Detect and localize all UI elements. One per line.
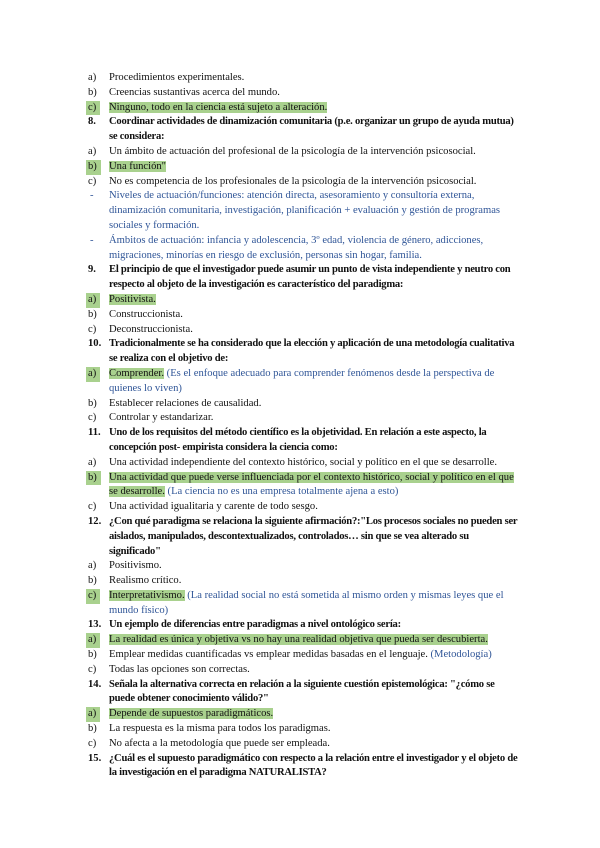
- answer-option: [88, 456, 518, 471]
- option-marker: b): [86, 471, 101, 486]
- option-marker: b): [88, 649, 97, 661]
- option-text: Interpretativismo.: [109, 589, 185, 601]
- question-text: El principio de que el investigador puede asumir un punto de vista independiente y neutro con respecto al objeto de la investigación es característico del paradigma:: [109, 264, 511, 291]
- option-text: Una función": [109, 160, 166, 172]
- option-marker: c): [88, 323, 97, 335]
- answer-option-highlighted: [88, 707, 518, 722]
- question-number: 10.: [88, 338, 102, 350]
- option-marker: a): [88, 560, 97, 572]
- answer-option-highlighted: [88, 633, 518, 648]
- option-text: No afecta a la metodología que puede ser empleada.: [109, 737, 330, 749]
- question-text: Un ejemplo de diferencias entre paradigmas a nivel ontológico sería:: [109, 619, 401, 631]
- note-bullet: [88, 234, 518, 264]
- option-marker: b): [88, 86, 97, 98]
- answer-option: [88, 500, 518, 515]
- answer-option: [88, 323, 518, 338]
- answer-option: [88, 308, 518, 323]
- answer-option: [88, 737, 518, 752]
- note-text: Niveles de actuación/funciones: atención directa, asesoramiento y consultoría externa, dinamización comunitaria, investigación, planificación + evaluación y gestión de programas sociales y formación.: [109, 190, 501, 231]
- answer-explanation: (Metodología): [427, 649, 492, 661]
- option-text: Emplear medidas cuantificadas vs emplear medidas basadas en el lenguaje.: [109, 649, 428, 661]
- question-text: ¿Con qué paradigma se relaciona la siguiente afirmación?:"Los procesos sociales no pueden ser aislados, manipulados, descontextualizados, controlados… sin que se vea alterado su significado": [109, 515, 518, 557]
- option-text: Construccionista.: [109, 308, 183, 320]
- question-number: 12.: [88, 515, 102, 527]
- option-text: Una actividad igualitaria y carente de todo sesgo.: [109, 501, 318, 513]
- option-text: No es competencia de los profesionales de la psicología de la intervención psicosocial.: [109, 175, 477, 187]
- question-number: 8.: [88, 116, 96, 128]
- option-marker: a): [86, 293, 100, 308]
- question-text: Tradicionalmente se ha considerado que la elección y aplicación de una metodología cualitativa se realiza con el objetivo de:: [109, 338, 515, 365]
- option-marker: b): [88, 575, 97, 587]
- answer-option: [88, 145, 518, 160]
- option-text: Comprender.: [109, 367, 165, 379]
- question-number: 15.: [88, 752, 102, 764]
- note-text: Ámbitos de actuación: infancia y adolescencia, 3º edad, violencia de género, adicciones, migraciones, minorías en riesgo de exclusión, personas sin hogar, familia.: [109, 234, 484, 261]
- answer-option: [88, 648, 518, 663]
- option-marker: a): [86, 707, 100, 722]
- answer-explanation: (Es el enfoque adecuado para comprender fenómenos desde la perspectiva de quienes lo viven): [109, 367, 495, 394]
- option-text: Controlar y estandarizar.: [109, 412, 214, 424]
- bullet-dash: -: [90, 190, 94, 202]
- option-text: Depende de supuestos paradigmáticos.: [109, 708, 274, 720]
- question-stem: [88, 263, 518, 293]
- option-marker: a): [88, 456, 97, 468]
- option-marker: c): [88, 175, 97, 187]
- answer-option: [88, 574, 518, 589]
- option-text: Positivista.: [109, 293, 156, 305]
- question-number: 11.: [88, 427, 101, 439]
- option-marker: b): [86, 160, 101, 175]
- question-text: ¿Cuál es el supuesto paradigmático con respecto a la relación entre el investigador y el objeto de la investigación en el paradigma NATURALISTA?: [109, 752, 518, 779]
- answer-option: [88, 559, 518, 574]
- question-number: 9.: [88, 264, 96, 276]
- option-text: Positivismo.: [109, 560, 162, 572]
- answer-option-highlighted: [88, 101, 518, 116]
- answer-option: [88, 722, 518, 737]
- question-text: Señala la alternativa correcta en relación a la siguiente cuestión epistemológica: "¿cómo se puede obtener conocimiento válido?": [109, 678, 495, 705]
- answer-explanation: (La realidad social no está sometida al mismo orden y mismas leyes que el mundo físico): [109, 589, 504, 616]
- option-text: Un ámbito de actuación del profesional de la psicología de la intervención psicosocial.: [109, 145, 476, 157]
- question-stem: [88, 515, 518, 559]
- option-marker: a): [88, 72, 97, 83]
- option-marker: c): [88, 501, 97, 513]
- question-text: Uno de los requisitos del método científico es la objetividad. En relación a este aspecto, la concepción post- empirista considera la ciencia como:: [109, 427, 487, 453]
- answer-option: [88, 397, 518, 412]
- answer-option-highlighted: [88, 471, 518, 501]
- option-text: Procedimientos experimentales.: [109, 72, 245, 83]
- option-marker: c): [86, 101, 100, 116]
- option-text: Una actividad que puede verse influenciada por el contexto histórico, social y político en el que se desarrolle.: [109, 471, 514, 498]
- question-stem: [88, 115, 518, 145]
- option-marker: a): [86, 633, 100, 648]
- answer-explanation: (La ciencia no es una empresa totalmente ajena a esto): [164, 486, 399, 498]
- option-text: La respuesta es la misma para todos los paradigmas.: [109, 723, 331, 735]
- option-text: Creencias sustantivas acerca del mundo.: [109, 86, 280, 98]
- answer-option-highlighted: [88, 367, 518, 397]
- option-text: Deconstruccionista.: [109, 323, 193, 335]
- answer-option: [88, 86, 518, 101]
- answer-option: [88, 175, 518, 190]
- option-marker: a): [88, 145, 97, 157]
- answer-option-highlighted: [88, 589, 518, 619]
- answer-option-highlighted: [88, 293, 518, 308]
- option-marker: b): [88, 308, 97, 320]
- question-list: [88, 71, 518, 781]
- question-number: 13.: [88, 619, 102, 631]
- option-text: Todas las opciones son correctas.: [109, 663, 250, 675]
- option-marker: b): [88, 723, 97, 735]
- option-text: Realismo crítico.: [109, 575, 182, 587]
- bullet-dash: -: [90, 234, 94, 246]
- option-text: La realidad es única y objetiva vs no hay una realidad objetiva que pueda ser descubierta.: [109, 634, 488, 646]
- option-marker: c): [86, 589, 100, 604]
- option-text: Establecer relaciones de causalidad.: [109, 397, 262, 409]
- question-stem: [88, 337, 518, 367]
- question-stem: [88, 752, 518, 782]
- answer-option: [88, 411, 518, 426]
- question-stem: [88, 618, 518, 633]
- question-stem: [88, 426, 518, 456]
- option-text: Ninguno, todo en la ciencia está sujeto a alteración.: [109, 101, 328, 113]
- option-text: Una actividad independiente del contexto histórico, social y político en el que se desarrolle.: [109, 456, 498, 468]
- option-marker: a): [86, 367, 100, 382]
- question-stem: [88, 678, 518, 708]
- answer-option-highlighted: [88, 160, 518, 175]
- option-marker: b): [88, 397, 97, 409]
- option-marker: c): [88, 412, 97, 424]
- question-number: 14.: [88, 678, 102, 690]
- option-marker: c): [88, 663, 97, 675]
- option-marker: c): [88, 737, 97, 749]
- note-bullet: [88, 189, 518, 233]
- answer-option: [88, 663, 518, 678]
- answer-option: [88, 71, 518, 86]
- question-text: Coordinar actividades de dinamización comunitaria (p.e. organizar un grupo de ayuda mutua) se considera:: [109, 116, 514, 143]
